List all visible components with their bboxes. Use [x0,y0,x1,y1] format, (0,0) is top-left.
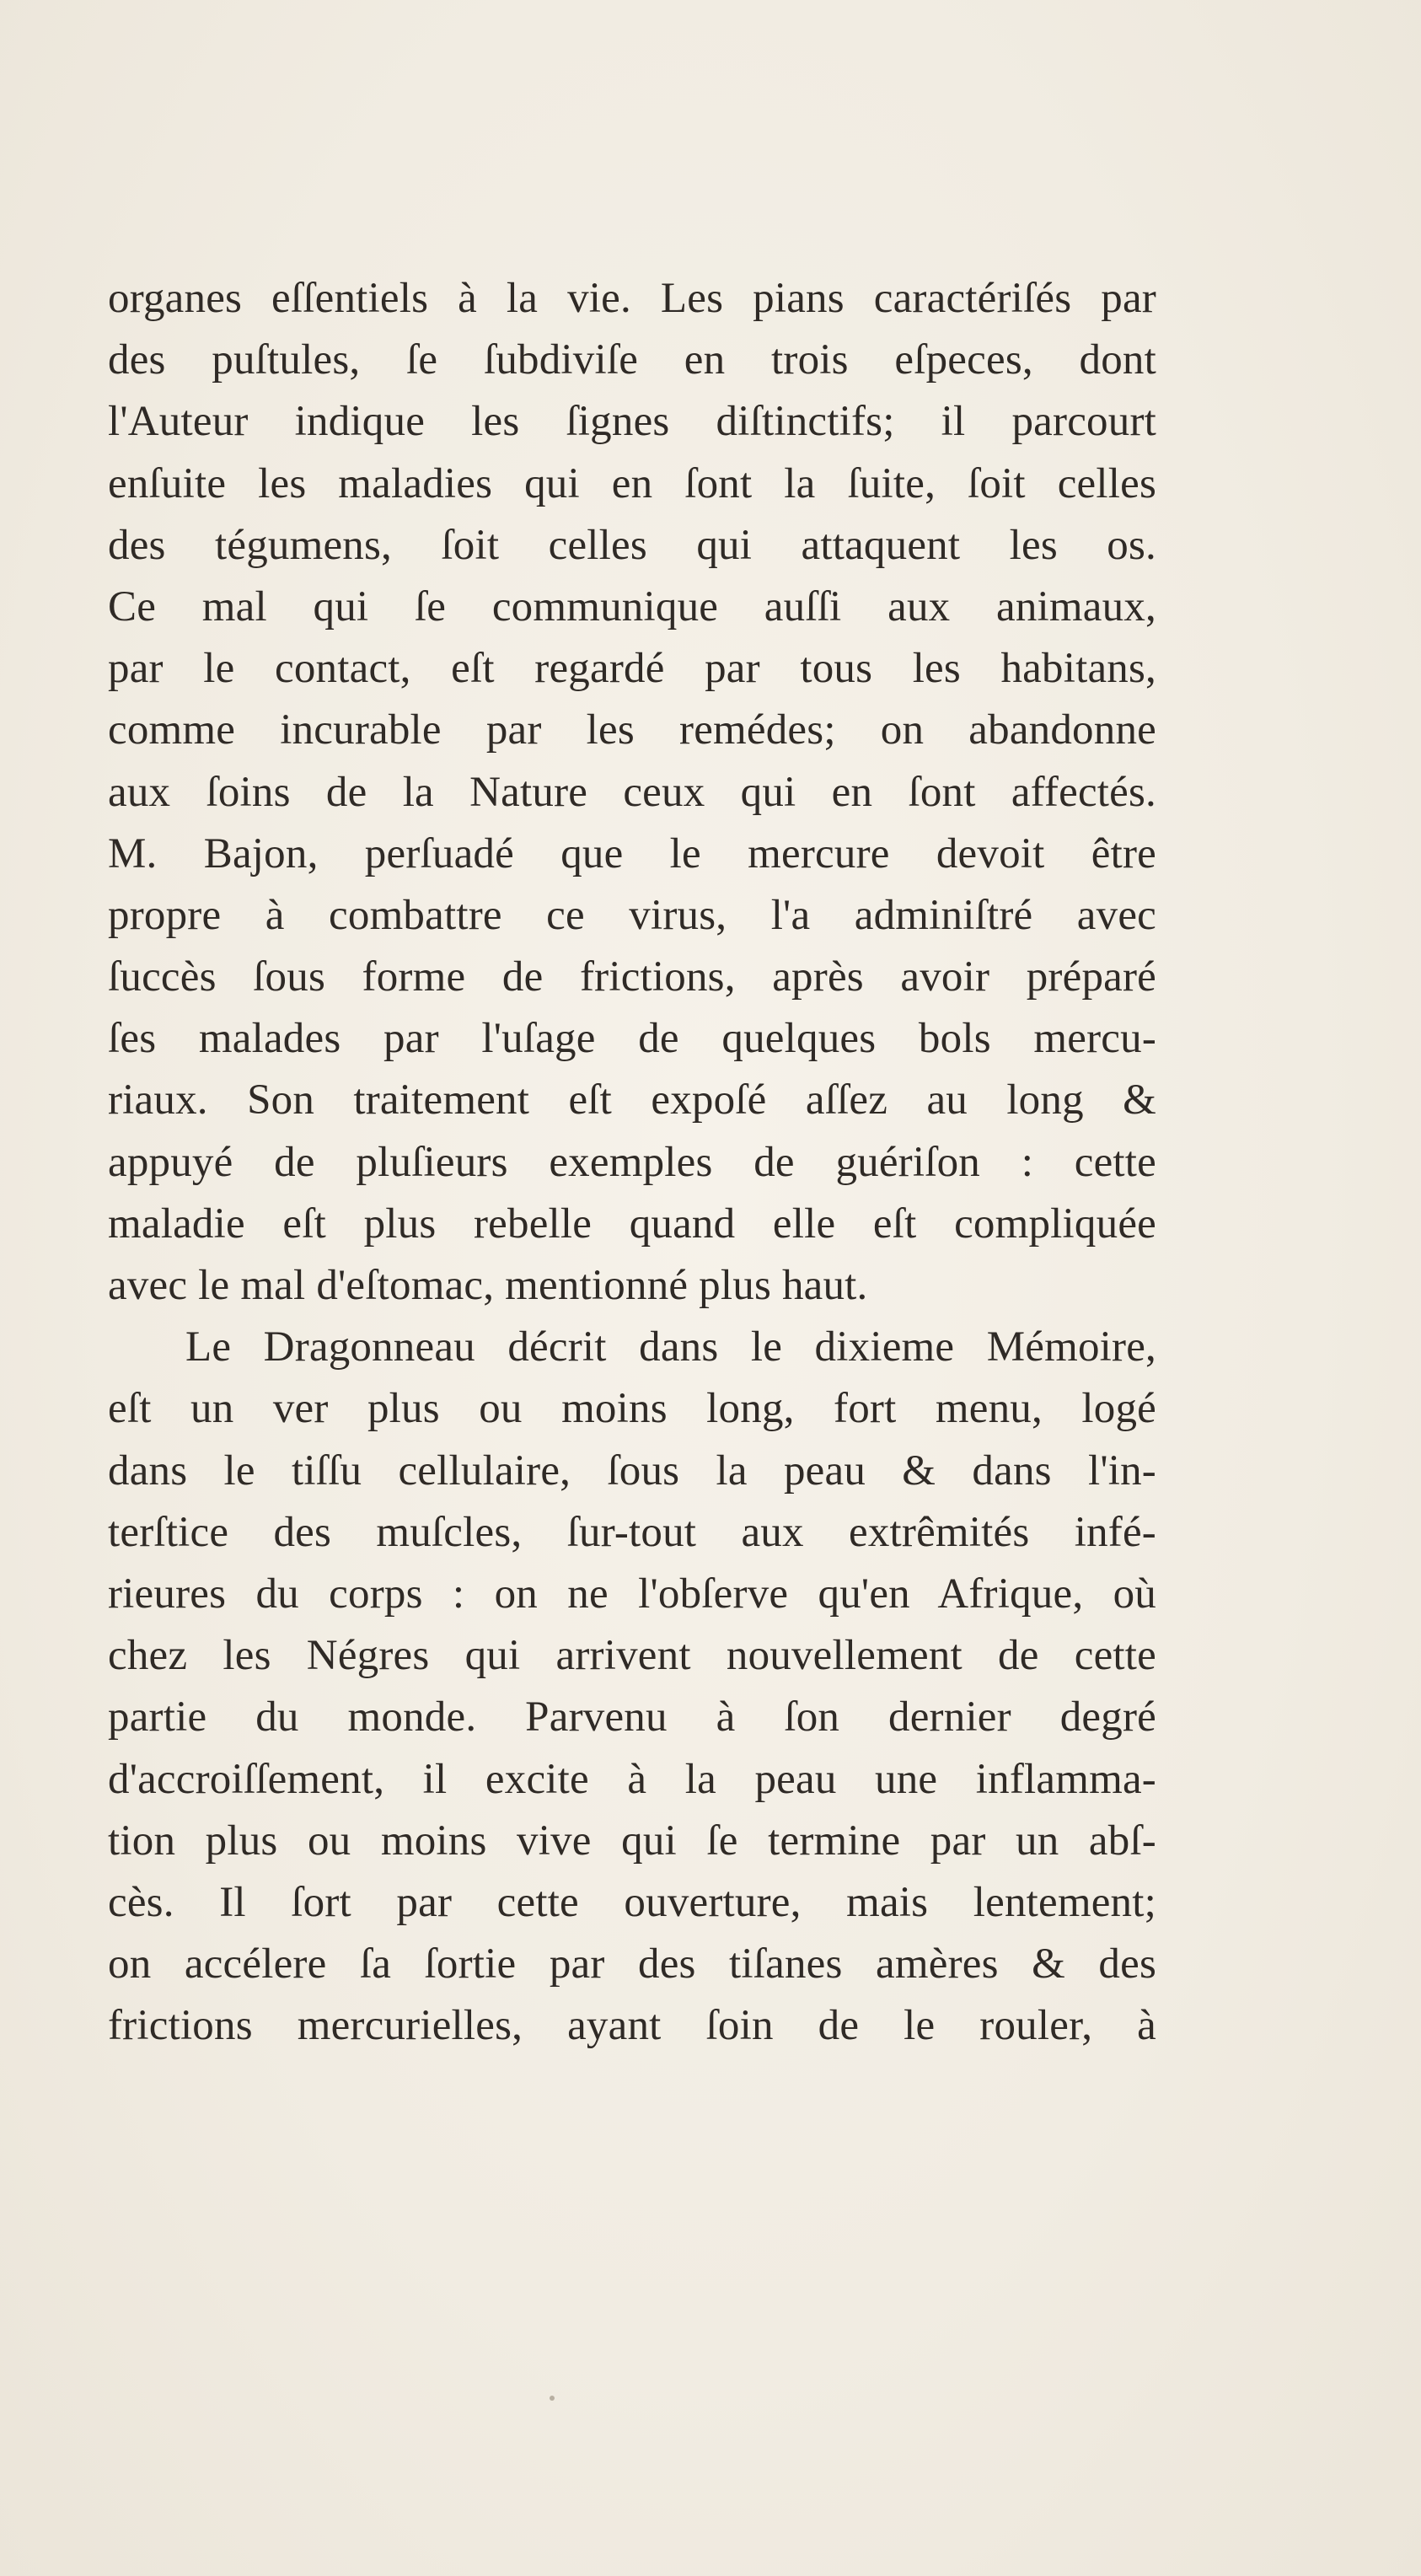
text-line: partie du monde. Parvenu à ſon dernier degré [108,1693,1156,1741]
text-line: tion plus ou moins vive qui ſe termine par un abſ- [108,1817,1156,1865]
text-line: rieures du corps : on ne l'obſerve qu'en Afrique, où [108,1570,1156,1618]
text-line: ſes malades par l'uſage de quelques bols mercu- [108,1015,1156,1063]
text-line: organes eſſentiels à la vie. Les pians caractériſés par [108,275,1156,322]
text-line: des puſtules, ſe ſubdiviſe en trois eſpeces, dont [108,336,1156,384]
text-line: l'Auteur indique les ſignes diſtinctifs; il parcourt [108,398,1156,446]
text-line: aux ſoins de la Nature ceux qui en ſont affectés. [108,768,1156,816]
text-line: cès. Il ſort par cette ouverture, mais lentement; [108,1878,1156,1926]
text-line: d'accroiſſement, il excite à la peau une inflamma- [108,1755,1156,1803]
text-line: riaux. Son traitement eſt expoſé aſſez au long & [108,1076,1156,1124]
text-line: comme incurable par les remédes; on abandonne [108,706,1156,754]
text-line: Le Dragonneau décrit dans le dixieme Mémoire, [185,1323,1156,1371]
text-line: terſtice des muſcles, ſur-tout aux extrêmités infé- [108,1508,1156,1556]
text-line: on accélere ſa ſortie par des tiſanes amères & des [108,1940,1156,1988]
text-line: par le contact, eſt regardé par tous les habitans, [108,645,1156,693]
text-line: maladie eſt plus rebelle quand elle eſt compliquée [108,1199,1156,1248]
text-line: chez les Négres qui arrivent nouvellement de cette [108,1632,1156,1680]
text-line: ſuccès ſous forme de frictions, après avoir préparé [108,953,1156,1001]
text-line: avec le mal d'eſtomac, mentionné plus haut. [108,1262,868,1309]
text-line: propre à combattre ce virus, l'a adminiſtré avec [108,891,1156,939]
text-line: eſt un ver plus ou moins long, fort menu, logé [108,1385,1156,1433]
text-line: enſuite les maladies qui en ſont la ſuite, ſoit celles [108,459,1156,507]
page-text [108,268,1156,2057]
text-line: appuyé de pluſieurs exemples de guériſon : cette [108,1138,1156,1186]
text-line: frictions mercurielles, ayant ſoin de le rouler, à [108,2002,1156,2050]
paragraph-2 [108,1317,1156,2057]
paragraph-1 [108,268,1156,1317]
paper-speck [550,2396,555,2401]
text-line: dans le tiſſu cellulaire, ſous la peau & dans l'in- [108,1446,1156,1495]
text-line: Ce mal qui ſe communique auſſi aux animaux, [108,582,1156,631]
text-line: M. Bajon, perſuadé que le mercure devoit être [108,829,1156,877]
text-line: des tégumens, ſoit celles qui attaquent les os. [108,521,1156,569]
